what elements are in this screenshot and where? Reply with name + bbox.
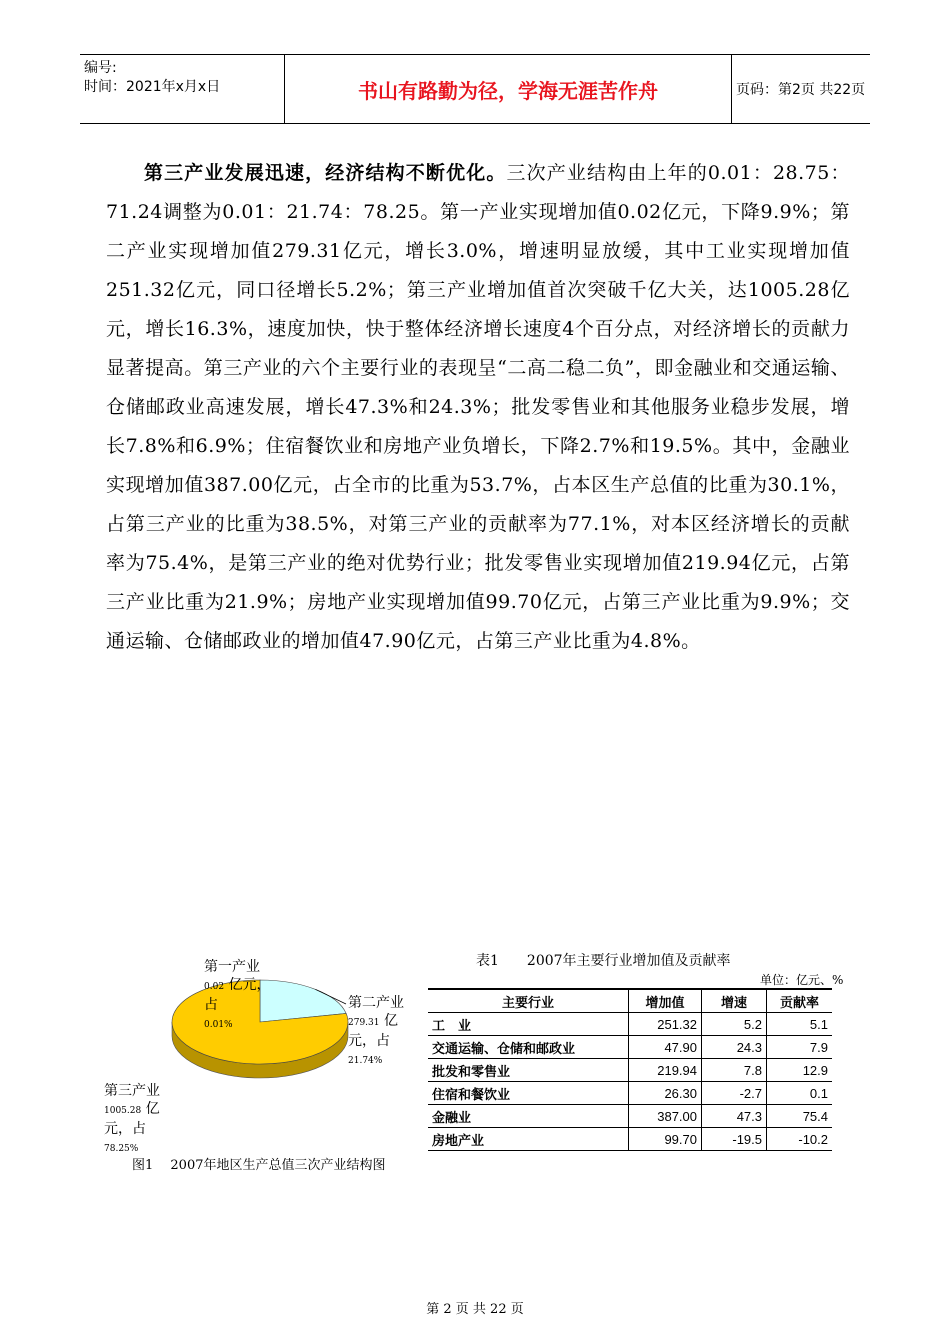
table-title: 表1 2007年主要行业增加值及贡献率 [476, 953, 731, 969]
header-meta [84, 59, 220, 97]
slice-label-primary-unit: 亿元，占 [204, 977, 271, 1013]
slice-label-secondary-unit: 亿元，占 [348, 1013, 398, 1049]
table-row [428, 1059, 832, 1082]
col-header-contribution: 贡献率 [767, 989, 833, 1013]
col-header-industry: 主要行业 [501, 995, 554, 1011]
cell-contribution: 0.1 [767, 1082, 833, 1105]
slice-label-primary-share: 0.01% [204, 1020, 233, 1030]
cell-growth: -19.5 [702, 1128, 767, 1151]
slice-label-primary-name: 第一产业 [204, 959, 260, 975]
cell-contribution: 7.9 [767, 1036, 833, 1059]
cell-contribution: 5.1 [767, 1013, 833, 1036]
cell-industry: 批发和零售业 [432, 1064, 511, 1080]
cell-value: 99.70 [629, 1128, 702, 1151]
industry-table [428, 988, 832, 1151]
paragraph-text: 三次产业结构由上年的0.01：28.75：71.24调整为0.01：21.74：78.25。第一产业实现增加值0.02亿元，下降9.9%；第二产业实现增加值279.31亿元，增长3.0%，增速明显放缓，其中工业实现增加值251.32亿元，同口径增长5.2%；第三产业增加值首次突破千亿大关，达1005.28亿元，增长16.3%，速度加快，快于整体经济增长速度4个百分点，对经济增长的贡献力显著提高。第三产业的六个主要行业的表现呈“二高二稳二负”，即金融业和交通运输、仓储邮政业高速发展，增长47.3%和24.3%；批发零售业和其他服务业稳步发展，增长7.8%和6.9%；住宿餐饮业和房地产业负增长，下降2.7%和19.5%。其中，金融业实现增加值387.00亿元，占全市的比重为53.7%，占本区生产总值的比重为30.1%，占第三产业的比重为38.5%，对第三产业的贡献率为77.1%，对本区经济增长的贡献率为75.4%，是第三产业的绝对优势行业；批发零售业实现增加值219.94亿元，占第三产业比重为21.9%；房地产业实现增加值99.70亿元，占第三产业比重为9.9%；交通运输、仓储邮政业的增加值47.90亿元，占第三产业比重为4.8%。 [106, 162, 850, 652]
cell-growth: 24.3 [702, 1036, 767, 1059]
table-header-row [428, 989, 832, 1013]
cell-industry: 工 业 [432, 1018, 472, 1034]
page-header [80, 54, 870, 124]
figure-caption: 图1 2007年地区生产总值三次产业结构图 [132, 1158, 386, 1173]
table-row [428, 1013, 832, 1036]
cell-value: 47.90 [629, 1036, 702, 1059]
table-unit: 单位：亿元、% [760, 973, 844, 987]
cell-industry: 金融业 [432, 1110, 472, 1126]
table-row [428, 1128, 832, 1151]
slice-label-secondary-share: 21.74% [348, 1056, 383, 1066]
slice-label-tertiary-share: 78.25% [104, 1144, 139, 1154]
slice-label-primary-value: 0.02 [204, 982, 225, 992]
time-label: 时间：2021年x月x日 [84, 79, 221, 95]
table-row [428, 1036, 832, 1059]
slice-label-tertiary-name: 第三产业 [104, 1083, 160, 1099]
cell-value: 26.30 [629, 1082, 702, 1105]
number-label: 编号: [84, 60, 117, 76]
table-row [428, 1105, 832, 1128]
col-header-value: 增加值 [629, 989, 702, 1013]
slice-label-secondary [348, 994, 420, 1070]
cell-contribution: 12.9 [767, 1059, 833, 1082]
slice-label-secondary-name: 第二产业 [348, 995, 404, 1011]
motto: 书山有路勤为径，学海无涯苦作舟 [284, 55, 732, 123]
cell-growth: 47.3 [702, 1105, 767, 1128]
paragraph-lead: 第三产业发展迅速，经济结构不断优化。 [144, 162, 507, 184]
slice-label-secondary-value: 279.31 [348, 1018, 380, 1028]
cell-industry: 住宿和餐饮业 [432, 1087, 511, 1103]
page-footer: 第 2 页 共 22 页 [426, 1302, 524, 1317]
cell-contribution: -10.2 [767, 1128, 833, 1151]
cell-contribution: 75.4 [767, 1105, 833, 1128]
page-info: 页码：第2页 共22页 [736, 82, 866, 98]
cell-industry: 交通运输、仓储和邮政业 [432, 1041, 576, 1057]
cell-industry: 房地产业 [432, 1133, 485, 1149]
slice-label-tertiary-value: 1005.28 [104, 1106, 142, 1116]
cell-growth: 7.8 [702, 1059, 767, 1082]
col-header-growth: 增速 [702, 989, 767, 1013]
pie-chart [100, 950, 430, 1180]
cell-value: 251.32 [629, 1013, 702, 1036]
body-paragraph [106, 154, 850, 661]
slice-label-tertiary-unit: 亿元，占 [104, 1101, 160, 1137]
cell-growth: -2.7 [702, 1082, 767, 1105]
cell-growth: 5.2 [702, 1013, 767, 1036]
cell-value: 219.94 [629, 1059, 702, 1082]
slice-label-tertiary [104, 1082, 186, 1158]
table-row [428, 1082, 832, 1105]
slice-label-primary [204, 958, 272, 1034]
cell-value: 387.00 [629, 1105, 702, 1128]
